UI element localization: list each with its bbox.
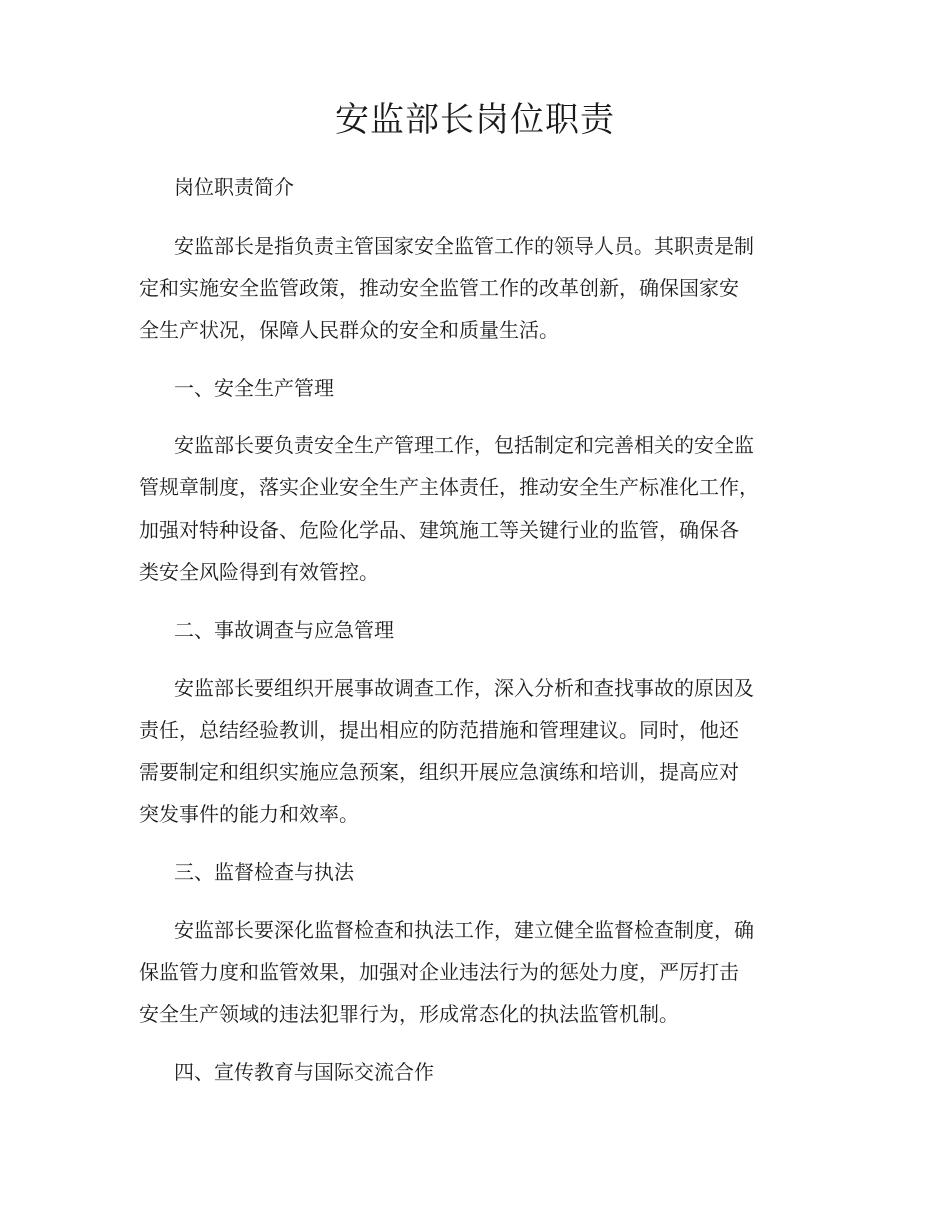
- section-heading-2: 二、事故调查与应急管理: [174, 618, 394, 642]
- paragraph-line: 保监管力度和监管效果，加强对企业违法行为的惩处力度，严厉打击: [139, 960, 739, 984]
- paragraph-line: 安监部长要深化监督检查和执法工作，建立健全监督检查制度，确: [174, 918, 754, 942]
- section-heading-4: 四、宣传教育与国际交流合作: [174, 1060, 434, 1084]
- section-heading-intro: 岗位职责简介: [174, 175, 294, 199]
- paragraph-line: 安监部长是指负责主管国家安全监管工作的领导人员。其职责是制: [174, 234, 754, 258]
- paragraph-line: 需要制定和组织实施应急预案，组织开展应急演练和培训，提高应对: [139, 760, 739, 784]
- paragraph-line: 安监部长要负责安全生产管理工作，包括制定和完善相关的安全监: [174, 433, 754, 457]
- paragraph-line: 突发事件的能力和效率。: [139, 802, 359, 826]
- section-heading-3: 三、监督检查与执法: [174, 860, 354, 884]
- paragraph-line: 管规章制度，落实企业安全生产主体责任，推动安全生产标准化工作，: [139, 475, 759, 499]
- paragraph-line: 安监部长要组织开展事故调查工作，深入分析和查找事故的原因及: [174, 676, 754, 700]
- paragraph-line: 全生产状况，保障人民群众的安全和质量生活。: [139, 318, 559, 342]
- paragraph-line: 加强对特种设备、危险化学品、建筑施工等关键行业的监管，确保各: [139, 518, 739, 542]
- paragraph-line: 类安全风险得到有效管控。: [139, 560, 379, 584]
- paragraph-line: 责任，总结经验教训，提出相应的防范措施和管理建议。同时，他还: [139, 718, 739, 742]
- section-heading-1: 一、安全生产管理: [174, 376, 334, 400]
- paragraph-line: 安全生产领域的违法犯罪行为，形成常态化的执法监管机制。: [139, 1002, 679, 1026]
- paragraph-line: 定和实施安全监管政策，推动安全监管工作的改革创新，确保国家安: [139, 276, 739, 300]
- document-title: 安监部长岗位职责: [335, 100, 615, 140]
